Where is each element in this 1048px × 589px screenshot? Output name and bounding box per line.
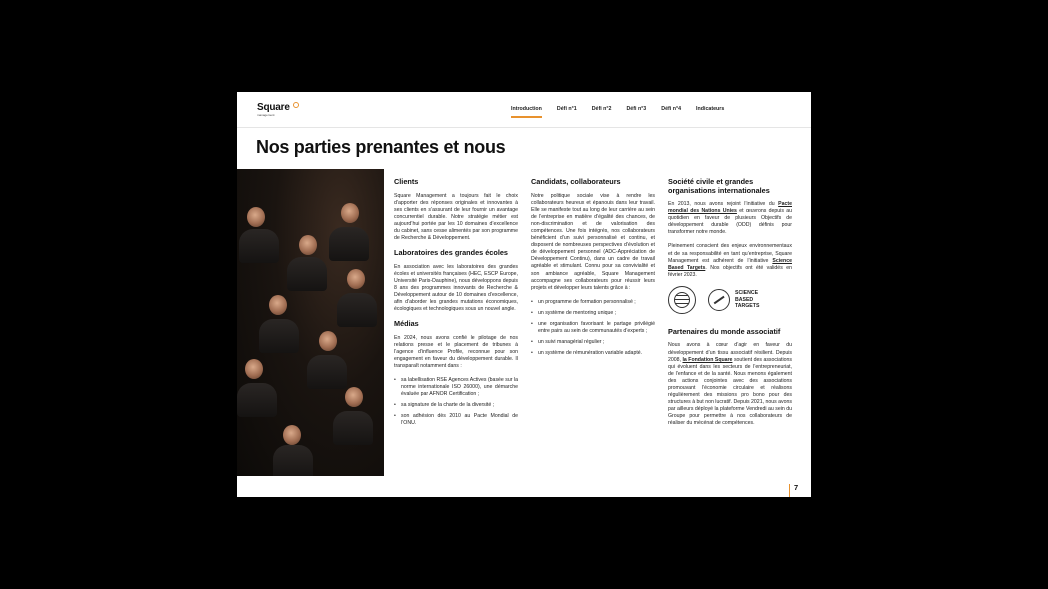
- nav-defi-2[interactable]: Défi n°2: [591, 106, 612, 112]
- audience-photo: [237, 169, 384, 476]
- photo-figure: [237, 383, 277, 417]
- photo-figure: [283, 425, 301, 445]
- civil-society-text-2: [668, 243, 792, 278]
- labs-text: En association avec les laboratoires des grandes écoles et universités françaises (HEC, ESCP Europe, Université Paris-Dauphine), nous développons depuis 8 ans des programmes innovants de Recherche & Développement autour de 10 domaines d’excellence, afin d’aborder les grandes mutations économiques, écologiques et technologiques sous un nouvel angle.: [394, 263, 518, 313]
- medias-list: [394, 377, 518, 427]
- logo-accent-icon: [293, 102, 299, 108]
- photo-figure: [307, 355, 347, 389]
- photo-figure: [329, 227, 369, 261]
- civil-society-heading: Société civile et grandes organisations internationales: [668, 177, 770, 195]
- science-based-targets-logo: [708, 289, 767, 311]
- associations-heading: Partenaires du monde associatif: [668, 326, 781, 336]
- column-1: [394, 178, 518, 435]
- photo-figure: [337, 293, 377, 327]
- list-item: • un système de rémunération variable adapté.: [531, 350, 655, 357]
- document-page: [237, 92, 811, 497]
- sbt-logo-text: SCIENCE BASED TARGETS: [735, 290, 760, 310]
- photo-figure: [259, 319, 299, 353]
- photo-figure: [333, 411, 373, 445]
- medias-heading: Médias: [394, 319, 419, 329]
- partner-logos: [668, 286, 792, 314]
- civil-society-text-1: [668, 201, 792, 236]
- list-item: • sa labellisation RSE Agences Actives (basée sur la norme internationale ISO 26000), une démarche évaluée par AFNOR Certification ;: [394, 377, 518, 398]
- text-run: En 2013, nous avons rejoint l’initiative du: [668, 201, 779, 207]
- logo-subtitle: management: [257, 113, 275, 117]
- clients-heading: Clients: [394, 177, 419, 186]
- text-run: soutient des associations qui évoluent dans les secteurs de l’entrepreneuriat, de l’enfance et de la santé. Nous menons également des actions conjointes avec des associations promouvant l’économie circulaire et réalisons régulièrement des missions pro bono pour des structures à but non lucratif. Depuis 2021, nous avons par ailleurs déployé la plateforme Vendredi au sein du Groupe pour permettre à nos collaborateurs de réaliser du mécénat de compétences.: [668, 356, 792, 427]
- fondation-square-link[interactable]: la Fondation Square: [682, 356, 733, 363]
- photo-figure: [319, 331, 337, 351]
- square-logo[interactable]: Square: [257, 102, 290, 113]
- text-run: Nous avons à cœur d’agir en faveur du développement d’un tissu associatif résilient. Depuis 2008,: [668, 342, 792, 363]
- text-run: et œuvrons depuis au quotidien en faveur de plusieurs Objectifs de développement durable (ODD) définis pour transformer notre monde.: [668, 208, 792, 236]
- photo-figure: [299, 235, 317, 255]
- sbt-circle-icon: [708, 289, 730, 311]
- photo-figure: [287, 257, 327, 291]
- photo-figure: [269, 295, 287, 315]
- nav-defi-1[interactable]: Défi n°1: [556, 106, 577, 112]
- column-2: [531, 178, 655, 365]
- labs-heading: Laboratoires des grandes écoles: [394, 248, 508, 258]
- photo-figure: [245, 359, 263, 379]
- nav-defi-4[interactable]: Défi n°4: [661, 106, 682, 112]
- text-run: . Nos objectifs ont été validés en février 2023.: [668, 264, 792, 278]
- talents-list: [531, 299, 655, 357]
- list-item: • un programme de formation personnalisé ;: [531, 299, 655, 306]
- list-item: • un système de mentoring unique ;: [531, 310, 655, 317]
- photo-figure: [347, 269, 365, 289]
- photo-figure: [273, 445, 313, 476]
- nav-introduction[interactable]: Introduction: [511, 106, 542, 112]
- photo-figure: [247, 207, 265, 227]
- column-3: [668, 178, 792, 435]
- list-item: • sa signature de la charte de la diversité ;: [394, 402, 518, 409]
- nav-indicateurs[interactable]: Indicateurs: [696, 106, 725, 112]
- list-item: • un suivi managérial régulier ;: [531, 339, 655, 346]
- nav-defi-3[interactable]: Défi n°3: [626, 106, 647, 112]
- medias-text: En 2024, nous avons confié le pilotage de nos relations presse et le placement de tribunes à l’agence d’influence Profile, reconnue pour son engagement en faveur du développement durable. Il transparaît notamment dans :: [394, 334, 518, 370]
- page-title: Nos parties prenantes et nous: [256, 137, 506, 157]
- photo-figure: [239, 229, 279, 263]
- un-global-compact-logo: [668, 286, 696, 314]
- photo-figure: [341, 203, 359, 223]
- section-nav: [511, 106, 739, 112]
- candidates-heading: Candidats, collaborateurs: [531, 177, 621, 186]
- text-run: Pleinement conscient des enjeux environnementaux et de sa responsabilité en tant qu’entreprise, Square Management est adhérent de l’initiative: [668, 243, 792, 264]
- un-global-compact-link[interactable]: Pacte mondial des Nations Unies: [668, 201, 792, 215]
- page-number: 7: [794, 483, 799, 492]
- associations-text: [668, 342, 792, 427]
- list-item: • son adhésion dès 2010 au Pacte Mondial de l’ONU.: [394, 413, 518, 427]
- header-divider: [237, 127, 811, 128]
- candidates-text: Notre politique sociale vise à rendre les collaborateurs heureux et épanouis dans leur travail. Elle se manifeste tout au long de leur carrière au sein de l’entreprise en matière d’égalité des chances, de non-discrimination et de valorisation des compétences. Une fois intégrés, nos collaborateurs bénéficient d’un suivi personnalisé et continu, et disposent de nombreuses perspectives d’évolution et de développement personnel (ADC-Appréciation de Développement Continu), dans un cadre de travail agréable et stimulant. Connu pour sa convivialité et son ambiance agréable, Square Management accompagne ses collaborateurs pour réussir leurs projets et développer leurs talents grâce à :: [531, 192, 655, 291]
- sbt-link[interactable]: Science Based Targets: [668, 257, 792, 271]
- photo-figure: [345, 387, 363, 407]
- page-number-bar: [789, 484, 790, 497]
- clients-text: Square Management a toujours fait le choix d’apporter des réponses originales et innovantes à ses clients en s’assurant de leur fournir un avantage concurrentiel durable. Notre stratégie métier est aujourd’hui portée par les 10 domaines d’excellence du cabinet, sans cesse alimentés par son programme de Recherche & Développement.: [394, 192, 518, 242]
- top-bar: [237, 92, 811, 118]
- list-item: • une organisation favorisant le partage privilégié entre pairs au sein de communautés d’experts ;: [531, 321, 655, 335]
